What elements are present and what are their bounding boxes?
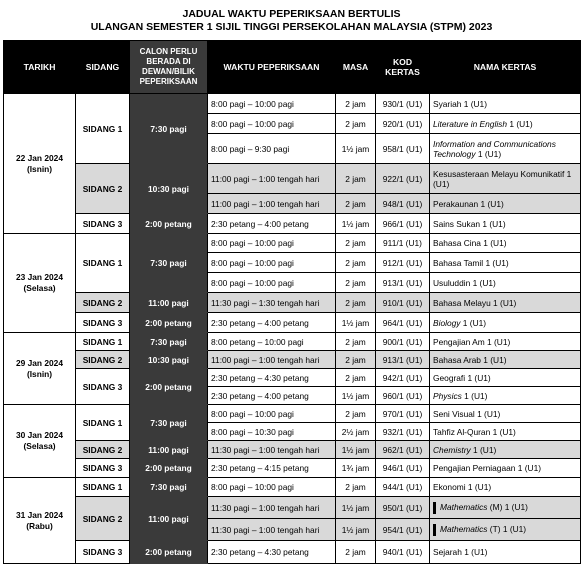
masa-cell: 2 jam	[336, 369, 376, 387]
calon-time-cell: 10:30 pagi	[130, 351, 208, 369]
nama-cell: Seni Visual 1 (U1)	[430, 405, 581, 423]
nama-cell: Ekonomi 1 (U1)	[430, 478, 581, 497]
waktu-cell: 11:30 pagi – 1:00 tengah hari	[208, 497, 336, 519]
waktu-cell: 8:00 pagi – 10:00 pagi	[208, 273, 336, 293]
calon-time-cell: 7:30 pagi	[130, 333, 208, 351]
kod-cell: 958/1 (U1)	[376, 134, 430, 164]
header-kod: KOD KERTAS	[376, 41, 430, 94]
kod-cell: 962/1 (U1)	[376, 441, 430, 459]
page-title	[0, 0, 583, 40]
kod-cell: 932/1 (U1)	[376, 423, 430, 441]
kod-cell: 944/1 (U1)	[376, 478, 430, 497]
calon-time-cell: 7:30 pagi	[130, 94, 208, 164]
table-row	[4, 441, 581, 459]
header-tarikh: TARIKH	[4, 41, 76, 94]
kod-cell: 911/1 (U1)	[376, 234, 430, 253]
masa-cell: 1¾ jam	[336, 459, 376, 478]
table-row	[4, 333, 581, 351]
date-cell: 22 Jan 2024 (Isnin)	[4, 94, 76, 234]
table-row	[4, 293, 581, 313]
nama-cell: Bahasa Melayu 1 (U1)	[430, 293, 581, 313]
nama-cell: Geografi 1 (U1)	[430, 369, 581, 387]
nama-cell: Kesusasteraan Melayu Komunikatif 1 (U1)	[430, 164, 581, 194]
nama-cell: Usuluddin 1 (U1)	[430, 273, 581, 293]
waktu-cell: 8:00 pagi – 10:00 pagi	[208, 114, 336, 134]
masa-cell: 1½ jam	[336, 313, 376, 333]
calon-time-cell: 11:00 pagi	[130, 293, 208, 313]
masa-cell: 1½ jam	[336, 214, 376, 234]
table-row	[4, 541, 581, 564]
waktu-cell: 2:30 petang – 4:00 petang	[208, 214, 336, 234]
sidang-cell: SIDANG 3	[76, 541, 130, 564]
masa-cell: 1½ jam	[336, 519, 376, 541]
nama-cell: Perakaunan 1 (U1)	[430, 194, 581, 214]
kod-cell: 940/1 (U1)	[376, 541, 430, 564]
table-row	[4, 369, 581, 387]
kod-cell: 922/1 (U1)	[376, 164, 430, 194]
nama-cell: Mathematics (M) 1 (U1)	[430, 497, 581, 519]
sidang-cell: SIDANG 1	[76, 333, 130, 351]
calon-time-cell: 2:00 petang	[130, 369, 208, 405]
nama-cell: Mathematics (T) 1 (U1)	[430, 519, 581, 541]
masa-cell: 2 jam	[336, 273, 376, 293]
kod-cell: 966/1 (U1)	[376, 214, 430, 234]
nama-cell: Bahasa Tamil 1 (U1)	[430, 253, 581, 273]
calon-time-cell: 11:00 pagi	[130, 441, 208, 459]
masa-cell: 2 jam	[336, 164, 376, 194]
waktu-cell: 8:00 petang – 10:00 pagi	[208, 333, 336, 351]
calon-time-cell: 2:00 petang	[130, 541, 208, 564]
header-row	[4, 41, 581, 94]
waktu-cell: 11:00 pagi – 1:00 tengah hari	[208, 351, 336, 369]
waktu-cell: 2:30 petang – 4:30 petang	[208, 369, 336, 387]
waktu-cell: 8:00 pagi – 10:00 pagi	[208, 405, 336, 423]
calon-time-cell: 7:30 pagi	[130, 478, 208, 497]
table-row	[4, 214, 581, 234]
nama-cell: Bahasa Cina 1 (U1)	[430, 234, 581, 253]
masa-cell: 2 jam	[336, 114, 376, 134]
table-row	[4, 164, 581, 194]
masa-cell: 2 jam	[336, 333, 376, 351]
nama-cell: Bahasa Arab 1 (U1)	[430, 351, 581, 369]
waktu-cell: 8:00 pagi – 10:30 pagi	[208, 423, 336, 441]
masa-cell: 1½ jam	[336, 441, 376, 459]
calon-time-cell: 2:00 petang	[130, 313, 208, 333]
sidang-cell: SIDANG 2	[76, 293, 130, 313]
header-waktu: WAKTU PEPERIKSAAN	[208, 41, 336, 94]
nama-cell: Chemistry 1 (U1)	[430, 441, 581, 459]
kod-cell: 920/1 (U1)	[376, 114, 430, 134]
kod-cell: 913/1 (U1)	[376, 351, 430, 369]
bracket-bar	[433, 524, 436, 536]
masa-cell: 1½ jam	[336, 497, 376, 519]
waktu-cell: 2:30 petang – 4:00 petang	[208, 387, 336, 405]
sidang-cell: SIDANG 2	[76, 497, 130, 541]
waktu-cell: 8:00 pagi – 9:30 pagi	[208, 134, 336, 164]
calon-time-cell: 10:30 pagi	[130, 164, 208, 214]
nama-cell: Information and Communications Technology 1 (U1)	[430, 134, 581, 164]
table-row	[4, 94, 581, 114]
waktu-cell: 8:00 pagi – 10:00 pagi	[208, 253, 336, 273]
kod-cell: 946/1 (U1)	[376, 459, 430, 478]
masa-cell: 2 jam	[336, 351, 376, 369]
nama-cell: Biology 1 (U1)	[430, 313, 581, 333]
waktu-cell: 11:00 pagi – 1:00 tengah hari	[208, 194, 336, 214]
masa-cell: 2½ jam	[336, 423, 376, 441]
header-sidang: SIDANG	[76, 41, 130, 94]
date-cell: 23 Jan 2024 (Selasa)	[4, 234, 76, 333]
title-line-1: JADUAL WAKTU PEPERIKSAAN BERTULIS	[182, 8, 401, 20]
kod-cell: 960/1 (U1)	[376, 387, 430, 405]
masa-cell: 2 jam	[336, 293, 376, 313]
date-cell: 31 Jan 2024 (Rabu)	[4, 478, 76, 564]
header-calon: CALON PERLU BERADA DI DEWAN/BILIK PEPERIKSAAN	[130, 41, 208, 94]
header-masa: MASA	[336, 41, 376, 94]
waktu-cell: 2:30 petang – 4:00 petang	[208, 313, 336, 333]
masa-cell: 2 jam	[336, 234, 376, 253]
nama-cell: Pengajian Am 1 (U1)	[430, 333, 581, 351]
kod-cell: 970/1 (U1)	[376, 405, 430, 423]
waktu-cell: 11:30 pagi – 1:00 tengah hari	[208, 441, 336, 459]
table-row	[4, 405, 581, 423]
masa-cell: 2 jam	[336, 478, 376, 497]
sidang-cell: SIDANG 2	[76, 351, 130, 369]
title-line-2: ULANGAN SEMESTER 1 SIJIL TINGGI PERSEKOLAHAN MALAYSIA (STPM) 2023	[90, 21, 493, 33]
table-row	[4, 234, 581, 253]
table-row	[4, 351, 581, 369]
waktu-cell: 2:30 petang – 4:15 petang	[208, 459, 336, 478]
masa-cell: 1½ jam	[336, 134, 376, 164]
sidang-cell: SIDANG 2	[76, 441, 130, 459]
sidang-cell: SIDANG 3	[76, 313, 130, 333]
waktu-cell: 2:30 petang – 4:30 petang	[208, 541, 336, 564]
table-row	[4, 313, 581, 333]
masa-cell: 2 jam	[336, 405, 376, 423]
bracket-bar	[433, 502, 436, 514]
nama-cell: Literature in English 1 (U1)	[430, 114, 581, 134]
waktu-cell: 8:00 pagi – 10:00 pagi	[208, 234, 336, 253]
kod-cell: 912/1 (U1)	[376, 253, 430, 273]
exam-timetable	[3, 40, 581, 564]
waktu-cell: 11:30 pagi – 1:30 tengah hari	[208, 293, 336, 313]
date-cell: 30 Jan 2024 (Selasa)	[4, 405, 76, 478]
nama-cell: Sejarah 1 (U1)	[430, 541, 581, 564]
nama-cell: Sains Sukan 1 (U1)	[430, 214, 581, 234]
sidang-cell: SIDANG 1	[76, 405, 130, 441]
calon-time-cell: 2:00 petang	[130, 214, 208, 234]
sidang-cell: SIDANG 1	[76, 234, 130, 293]
sidang-cell: SIDANG 3	[76, 459, 130, 478]
calon-time-cell: 7:30 pagi	[130, 234, 208, 293]
waktu-cell: 11:00 pagi – 1:00 tengah hari	[208, 164, 336, 194]
table-row	[4, 459, 581, 478]
kod-cell: 950/1 (U1)	[376, 497, 430, 519]
kod-cell: 930/1 (U1)	[376, 94, 430, 114]
table-row	[4, 497, 581, 519]
kod-cell: 900/1 (U1)	[376, 333, 430, 351]
nama-cell: Syariah 1 (U1)	[430, 94, 581, 114]
calon-time-cell: 11:00 pagi	[130, 497, 208, 541]
masa-cell: 2 jam	[336, 94, 376, 114]
masa-cell: 2 jam	[336, 194, 376, 214]
masa-cell: 1½ jam	[336, 387, 376, 405]
masa-cell: 2 jam	[336, 253, 376, 273]
sidang-cell: SIDANG 3	[76, 369, 130, 405]
kod-cell: 954/1 (U1)	[376, 519, 430, 541]
calon-time-cell: 7:30 pagi	[130, 405, 208, 441]
kod-cell: 913/1 (U1)	[376, 273, 430, 293]
date-cell: 29 Jan 2024 (Isnin)	[4, 333, 76, 405]
table-row	[4, 478, 581, 497]
kod-cell: 910/1 (U1)	[376, 293, 430, 313]
sidang-cell: SIDANG 2	[76, 164, 130, 214]
kod-cell: 942/1 (U1)	[376, 369, 430, 387]
nama-cell: Tahfiz Al-Quran 1 (U1)	[430, 423, 581, 441]
waktu-cell: 11:30 pagi – 1:00 tengah hari	[208, 519, 336, 541]
masa-cell: 2 jam	[336, 541, 376, 564]
waktu-cell: 8:00 pagi – 10:00 pagi	[208, 94, 336, 114]
nama-cell: Pengajian Perniagaan 1 (U1)	[430, 459, 581, 478]
sidang-cell: SIDANG 3	[76, 214, 130, 234]
waktu-cell: 8:00 pagi – 10:00 pagi	[208, 478, 336, 497]
header-nama: NAMA KERTAS	[430, 41, 581, 94]
kod-cell: 964/1 (U1)	[376, 313, 430, 333]
calon-time-cell: 2:00 petang	[130, 459, 208, 478]
sidang-cell: SIDANG 1	[76, 478, 130, 497]
nama-cell: Physics 1 (U1)	[430, 387, 581, 405]
sidang-cell: SIDANG 1	[76, 94, 130, 164]
kod-cell: 948/1 (U1)	[376, 194, 430, 214]
